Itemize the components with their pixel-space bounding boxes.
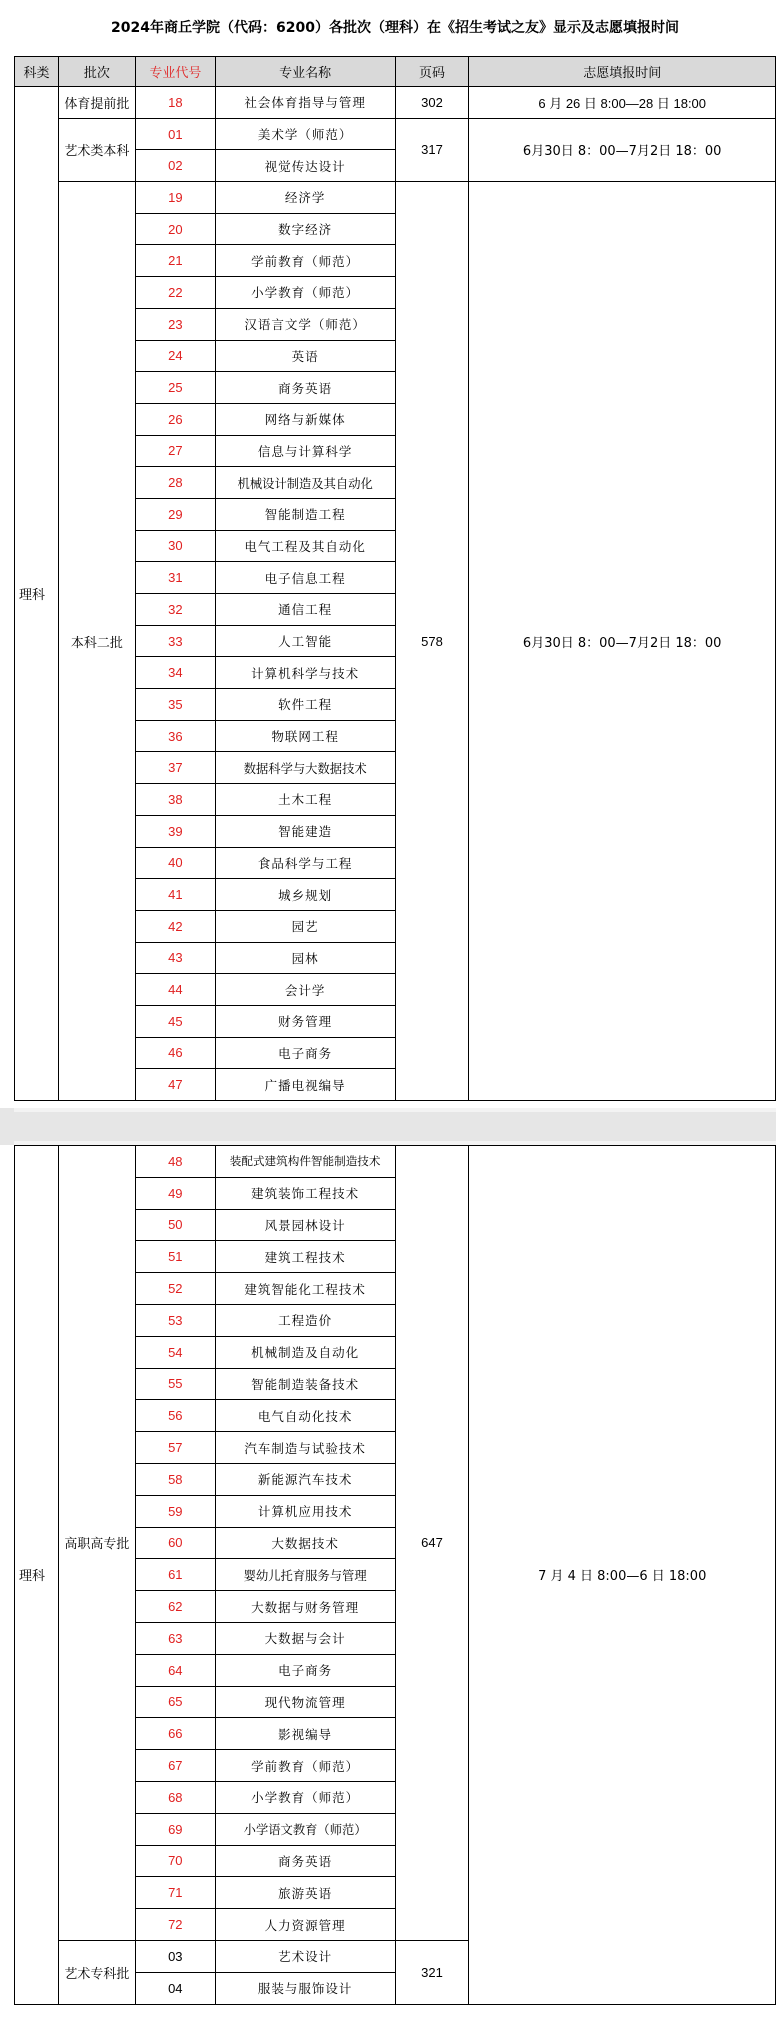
major-code-cell: 70 <box>135 1845 215 1877</box>
major-code-cell: 72 <box>135 1909 215 1941</box>
major-code-cell: 32 <box>135 594 215 626</box>
major-name-cell: 电子商务 <box>215 1654 395 1686</box>
page-2 <box>14 1145 776 2041</box>
major-name-cell: 影视编导 <box>215 1718 395 1750</box>
major-name-cell: 土木工程 <box>215 784 395 816</box>
major-name-cell: 建筑装饰工程技术 <box>215 1177 395 1209</box>
major-name-cell: 人工智能 <box>215 625 395 657</box>
major-name-cell: 新能源汽车技术 <box>215 1463 395 1495</box>
application-time-cell: 6月30日 8：00—7月2日 18：00 <box>469 182 776 1101</box>
header-row <box>15 57 776 87</box>
major-code-cell: 66 <box>135 1718 215 1750</box>
major-name-cell: 食品科学与工程 <box>215 847 395 879</box>
major-name-cell: 人力资源管理 <box>215 1909 395 1941</box>
major-name-cell: 汉语言文学（师范） <box>215 308 395 340</box>
major-code-cell: 57 <box>135 1432 215 1464</box>
major-name-cell: 计算机科学与技术 <box>215 657 395 689</box>
major-code-cell: 47 <box>135 1069 215 1101</box>
major-name-cell: 网络与新媒体 <box>215 403 395 435</box>
page-number-cell: 302 <box>395 87 469 119</box>
major-name-cell: 大数据技术 <box>215 1527 395 1559</box>
batch-cell: 高职高专批 <box>58 1146 135 1941</box>
header-page: 页码 <box>395 57 469 87</box>
major-code-cell: 64 <box>135 1654 215 1686</box>
major-name-cell: 信息与计算科学 <box>215 435 395 467</box>
major-name-cell: 园林 <box>215 942 395 974</box>
major-name-cell: 机械设计制造及其自动化 <box>215 467 395 499</box>
major-code-cell: 19 <box>135 182 215 214</box>
major-code-cell: 20 <box>135 213 215 245</box>
major-code-cell: 67 <box>135 1750 215 1782</box>
header-major: 专业名称 <box>215 57 395 87</box>
major-code-cell: 58 <box>135 1463 215 1495</box>
major-name-cell: 艺术设计 <box>215 1940 395 1972</box>
major-name-cell: 大数据与会计 <box>215 1622 395 1654</box>
major-name-cell: 现代物流管理 <box>215 1686 395 1718</box>
major-name-cell: 小学教育（师范） <box>215 1781 395 1813</box>
major-name-cell: 经济学 <box>215 182 395 214</box>
application-time-cell: 6 月 26 日 8:00—28 日 18:00 <box>469 87 776 119</box>
major-code-cell: 50 <box>135 1209 215 1241</box>
table-row <box>15 182 776 214</box>
major-code-cell: 42 <box>135 910 215 942</box>
major-code-cell: 68 <box>135 1781 215 1813</box>
major-code-cell: 29 <box>135 498 215 530</box>
major-code-cell: 40 <box>135 847 215 879</box>
page-number-cell: 647 <box>395 1146 469 1941</box>
category-cell: 理科 <box>15 87 59 1101</box>
major-name-cell: 电子信息工程 <box>215 562 395 594</box>
major-name-cell: 汽车制造与试验技术 <box>215 1432 395 1464</box>
batch-cell: 艺术专科批 <box>58 1940 135 2004</box>
category-cell: 理科 <box>15 1146 59 2005</box>
major-code-cell: 43 <box>135 942 215 974</box>
major-name-cell: 会计学 <box>215 974 395 1006</box>
page-number-cell: 321 <box>395 1940 469 2004</box>
batch-cell: 本科二批 <box>58 182 135 1101</box>
major-code-cell: 38 <box>135 784 215 816</box>
major-code-cell: 35 <box>135 689 215 721</box>
header-code: 专业代号 <box>135 57 215 87</box>
table-row <box>15 87 776 119</box>
major-name-cell: 婴幼儿托育服务与管理 <box>215 1559 395 1591</box>
major-code-cell: 18 <box>135 87 215 119</box>
major-code-cell: 60 <box>135 1527 215 1559</box>
major-code-cell: 46 <box>135 1037 215 1069</box>
major-code-cell: 30 <box>135 530 215 562</box>
major-code-cell: 41 <box>135 879 215 911</box>
major-code-cell: 03 <box>135 1940 215 1972</box>
major-name-cell: 商务英语 <box>215 1845 395 1877</box>
major-code-cell: 02 <box>135 150 215 182</box>
major-name-cell: 服装与服饰设计 <box>215 1972 395 2004</box>
major-name-cell: 广播电视编导 <box>215 1069 395 1101</box>
major-name-cell: 建筑智能化工程技术 <box>215 1273 395 1305</box>
major-code-cell: 24 <box>135 340 215 372</box>
table-row <box>15 1146 776 1178</box>
application-time-cell: 6月30日 8：00—7月2日 18：00 <box>469 118 776 181</box>
major-name-cell: 园艺 <box>215 910 395 942</box>
major-name-cell: 计算机应用技术 <box>215 1495 395 1527</box>
major-name-cell: 英语 <box>215 340 395 372</box>
major-name-cell: 装配式建筑构件智能制造技术 <box>215 1146 395 1178</box>
major-code-cell: 49 <box>135 1177 215 1209</box>
major-name-cell: 商务英语 <box>215 372 395 404</box>
page-gap <box>0 1108 776 1145</box>
major-code-cell: 71 <box>135 1877 215 1909</box>
major-name-cell: 小学语文教育（师范） <box>215 1813 395 1845</box>
major-name-cell: 美术学（师范） <box>215 118 395 150</box>
major-code-cell: 53 <box>135 1304 215 1336</box>
major-code-cell: 44 <box>135 974 215 1006</box>
major-code-cell: 52 <box>135 1273 215 1305</box>
major-name-cell: 智能制造工程 <box>215 498 395 530</box>
major-name-cell: 数字经济 <box>215 213 395 245</box>
major-code-cell: 61 <box>135 1559 215 1591</box>
major-name-cell: 风景园林设计 <box>215 1209 395 1241</box>
major-name-cell: 工程造价 <box>215 1304 395 1336</box>
major-code-cell: 48 <box>135 1146 215 1178</box>
major-code-cell: 37 <box>135 752 215 784</box>
page-1 <box>14 0 776 1108</box>
batch-cell: 体育提前批 <box>58 87 135 119</box>
major-code-cell: 26 <box>135 403 215 435</box>
major-code-cell: 63 <box>135 1622 215 1654</box>
application-time-cell: 7 月 4 日 8:00—6 日 18:00 <box>469 1146 776 2005</box>
major-code-cell: 36 <box>135 720 215 752</box>
major-code-cell: 25 <box>135 372 215 404</box>
major-name-cell: 软件工程 <box>215 689 395 721</box>
major-code-cell: 51 <box>135 1241 215 1273</box>
major-code-cell: 23 <box>135 308 215 340</box>
major-name-cell: 电气自动化技术 <box>215 1400 395 1432</box>
major-name-cell: 旅游英语 <box>215 1877 395 1909</box>
schedule-table-2 <box>14 1145 776 2005</box>
major-name-cell: 学前教育（师范） <box>215 1750 395 1782</box>
major-code-cell: 55 <box>135 1368 215 1400</box>
header-time: 志愿填报时间 <box>469 57 776 87</box>
major-code-cell: 59 <box>135 1495 215 1527</box>
schedule-table-1 <box>14 56 776 1101</box>
major-name-cell: 机械制造及自动化 <box>215 1336 395 1368</box>
major-name-cell: 学前教育（师范） <box>215 245 395 277</box>
major-code-cell: 65 <box>135 1686 215 1718</box>
major-name-cell: 数据科学与大数据技术 <box>215 752 395 784</box>
major-code-cell: 01 <box>135 118 215 150</box>
header-category: 科类 <box>15 57 59 87</box>
major-name-cell: 智能制造装备技术 <box>215 1368 395 1400</box>
page-number-cell: 317 <box>395 118 469 181</box>
major-code-cell: 62 <box>135 1591 215 1623</box>
major-code-cell: 56 <box>135 1400 215 1432</box>
major-name-cell: 建筑工程技术 <box>215 1241 395 1273</box>
major-code-cell: 45 <box>135 1005 215 1037</box>
document-title: 2024年商丘学院（代码：6200）各批次（理科）在《招生考试之友》显示及志愿填报时间 <box>111 20 679 36</box>
major-code-cell: 34 <box>135 657 215 689</box>
major-name-cell: 电子商务 <box>215 1037 395 1069</box>
major-name-cell: 通信工程 <box>215 594 395 626</box>
major-code-cell: 31 <box>135 562 215 594</box>
major-name-cell: 物联网工程 <box>215 720 395 752</box>
major-name-cell: 社会体育指导与管理 <box>215 87 395 119</box>
major-code-cell: 21 <box>135 245 215 277</box>
major-code-cell: 04 <box>135 1972 215 2004</box>
major-name-cell: 智能建造 <box>215 815 395 847</box>
major-code-cell: 33 <box>135 625 215 657</box>
major-code-cell: 39 <box>135 815 215 847</box>
major-name-cell: 城乡规划 <box>215 879 395 911</box>
major-code-cell: 54 <box>135 1336 215 1368</box>
batch-cell: 艺术类本科 <box>58 118 135 181</box>
major-name-cell: 视觉传达设计 <box>215 150 395 182</box>
major-name-cell: 电气工程及其自动化 <box>215 530 395 562</box>
major-name-cell: 小学教育（师范） <box>215 277 395 309</box>
header-batch: 批次 <box>58 57 135 87</box>
major-code-cell: 27 <box>135 435 215 467</box>
major-name-cell: 大数据与财务管理 <box>215 1591 395 1623</box>
major-name-cell: 财务管理 <box>215 1005 395 1037</box>
major-code-cell: 69 <box>135 1813 215 1845</box>
major-code-cell: 28 <box>135 467 215 499</box>
page-number-cell: 578 <box>395 182 469 1101</box>
major-code-cell: 22 <box>135 277 215 309</box>
table-row <box>15 118 776 150</box>
